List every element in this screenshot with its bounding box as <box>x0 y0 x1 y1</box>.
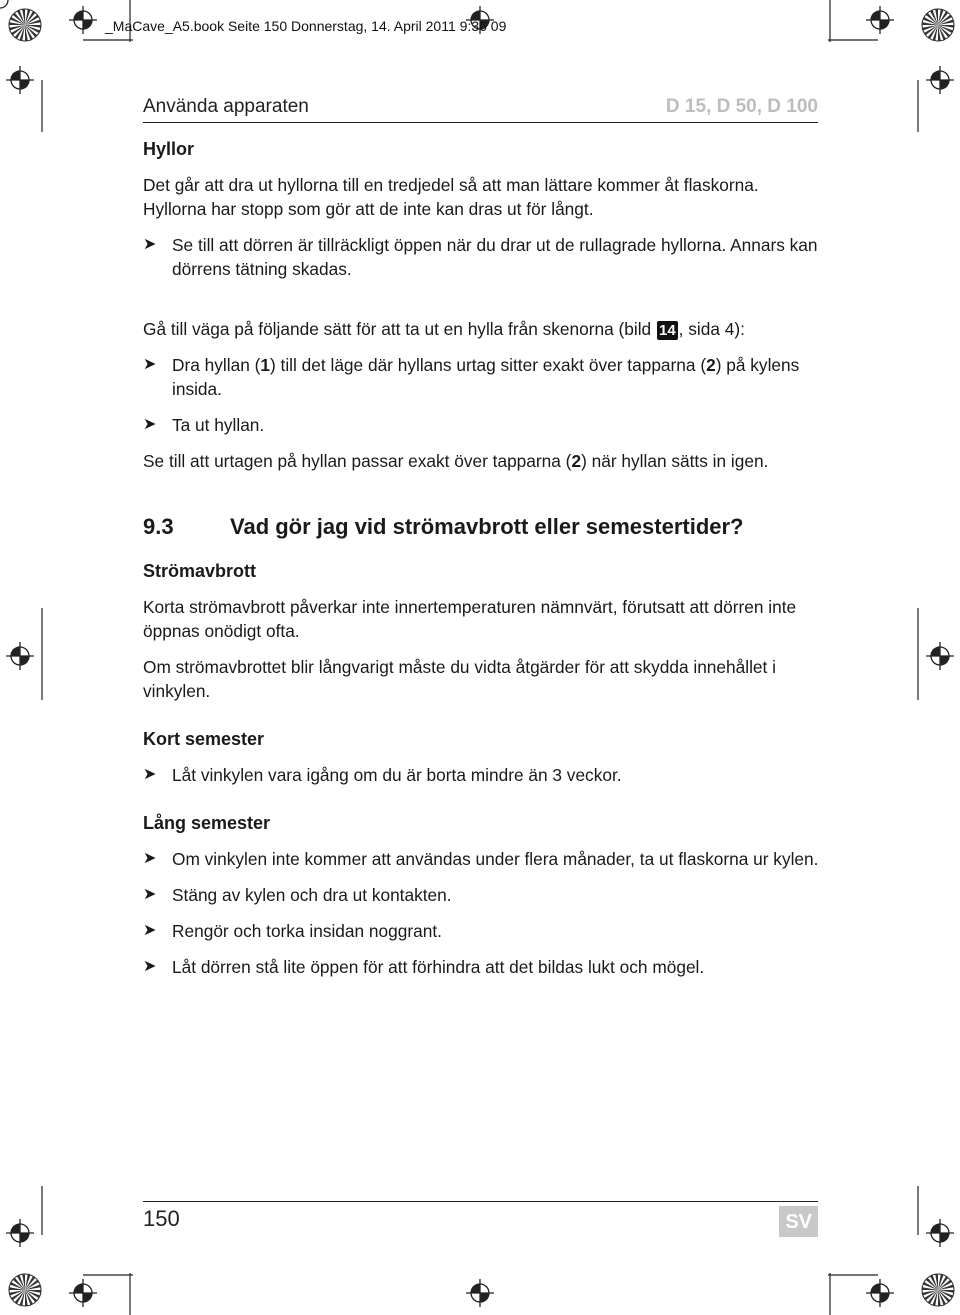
bullet-arrow-icon: ➤ <box>143 766 157 783</box>
long-vacation-bullet-3 <box>143 919 823 943</box>
bullet-text <box>172 353 823 401</box>
section-title: Vad gör jag vid strömavbrott eller semestertider? <box>230 514 744 539</box>
long-vacation-bullet-1 <box>143 847 823 871</box>
note-text: ) när hyllan sätts in igen. <box>581 451 769 471</box>
registration-crosshair-icon <box>926 66 954 94</box>
power-outage-para-1: Korta strömavbrott påverkar inte innertemperaturen nämnvärt, förutsatt att dörren inte öppnas onödigt ofta. <box>143 597 797 641</box>
bullet-arrow-icon: ➤ <box>143 356 157 373</box>
power-outage-heading: Strömavbrott <box>143 561 257 581</box>
step-text: Dra hyllan ( <box>172 355 261 375</box>
color-calibration-star-icon <box>9 9 41 41</box>
shelves-step-2 <box>143 413 823 437</box>
shelves-reinsert-note <box>143 449 823 473</box>
bullet-text: Låt vinkylen vara igång om du är borta mindre än 3 veckor. <box>172 765 622 785</box>
bullet-arrow-icon: ➤ <box>143 958 157 975</box>
running-header-title: Använda apparaten <box>143 96 309 117</box>
bullet-arrow-icon: ➤ <box>143 236 157 253</box>
bullet-text: Rengör och torka insidan noggrant. <box>172 921 442 941</box>
registration-crosshair-icon <box>6 1219 34 1247</box>
bullet-arrow-icon: ➤ <box>143 922 157 939</box>
registration-crosshair-icon <box>69 1279 97 1307</box>
bullet-text: Stäng av kylen och dra ut kontakten. <box>172 885 452 905</box>
bullet-arrow-icon: ➤ <box>143 886 157 903</box>
registration-crosshair-icon <box>866 6 894 34</box>
color-calibration-star-icon <box>9 1274 41 1306</box>
step-text: ) på kylens insida. <box>172 355 800 399</box>
short-vacation-bullet <box>143 763 823 787</box>
registration-crosshair-icon <box>6 642 34 670</box>
section-heading <box>143 513 823 541</box>
bullet-text: Om vinkylen inte kommer att användas under flera månader, ta ut flaskorna ur kylen. <box>172 849 819 869</box>
section-number: 9.3 <box>143 514 174 539</box>
bullet-text: Se till att dörren är tillräckligt öppen när du drar ut de rullagrade hyllorna. Annars kan dörrens tätning skadas. <box>172 235 818 279</box>
shelves-step-1 <box>143 353 823 401</box>
bullet-text: Ta ut hyllan. <box>172 415 265 435</box>
instruction-text: Gå till väga på följande sätt för att ta ut en hylla från skenorna (bild <box>143 319 656 339</box>
registration-crosshair-icon <box>466 1279 494 1307</box>
step-text: ) till det läge där hyllans urtag sitter exakt över tapparna ( <box>269 355 707 375</box>
part-ref: 2 <box>706 355 716 375</box>
registration-crosshair-icon <box>926 642 954 670</box>
part-ref: 2 <box>571 451 582 471</box>
shelves-heading: Hyllor <box>143 139 195 159</box>
running-header <box>143 94 818 123</box>
bullet-text: Låt dörren stå lite öppen för att förhindra att det bildas lukt och mögel. <box>172 957 705 977</box>
shelves-intro: Det går att dra ut hyllorna till en tredjedel så att man lättare kommer åt flaskorna. Hyllorna har stopp som gör att de inte kan dras ut för långt. <box>143 175 759 219</box>
part-ref: 1 <box>260 355 270 375</box>
page-number: 150 <box>143 1206 180 1231</box>
color-calibration-star-icon <box>922 1274 954 1306</box>
shelves-instruction <box>143 317 823 341</box>
registration-crosshair-icon <box>69 6 97 34</box>
short-vacation-heading: Kort semester <box>143 729 265 749</box>
power-outage-para-2: Om strömavbrottet blir långvarigt måste du vidta åtgärder för att skydda innehållet i vinkylen. <box>143 657 776 701</box>
registration-crosshair-icon <box>6 66 34 94</box>
print-slug-header: _MaCave_A5.book Seite 150 Donnerstag, 14. April 2011 9:36 09 <box>105 18 507 34</box>
color-calibration-star-icon <box>922 9 954 41</box>
shelves-note-bullet <box>143 233 823 281</box>
registration-crosshair-icon <box>926 1219 954 1247</box>
registration-crosshair-icon <box>866 1279 894 1307</box>
page-content <box>143 137 823 979</box>
figure-reference-badge: 14 <box>658 322 676 339</box>
running-footer <box>143 1201 818 1238</box>
long-vacation-heading: Lång semester <box>143 813 271 833</box>
running-header-models: D 15, D 50, D 100 <box>665 96 818 117</box>
long-vacation-bullet-4 <box>143 955 823 979</box>
bullet-arrow-icon: ➤ <box>143 416 157 433</box>
language-badge: SV <box>779 1206 818 1237</box>
bullet-arrow-icon: ➤ <box>143 850 157 867</box>
instruction-text-end: , sida 4): <box>678 319 745 339</box>
long-vacation-bullet-2 <box>143 883 823 907</box>
note-text: Se till att urtagen på hyllan passar exakt över tapparna ( <box>143 451 572 471</box>
